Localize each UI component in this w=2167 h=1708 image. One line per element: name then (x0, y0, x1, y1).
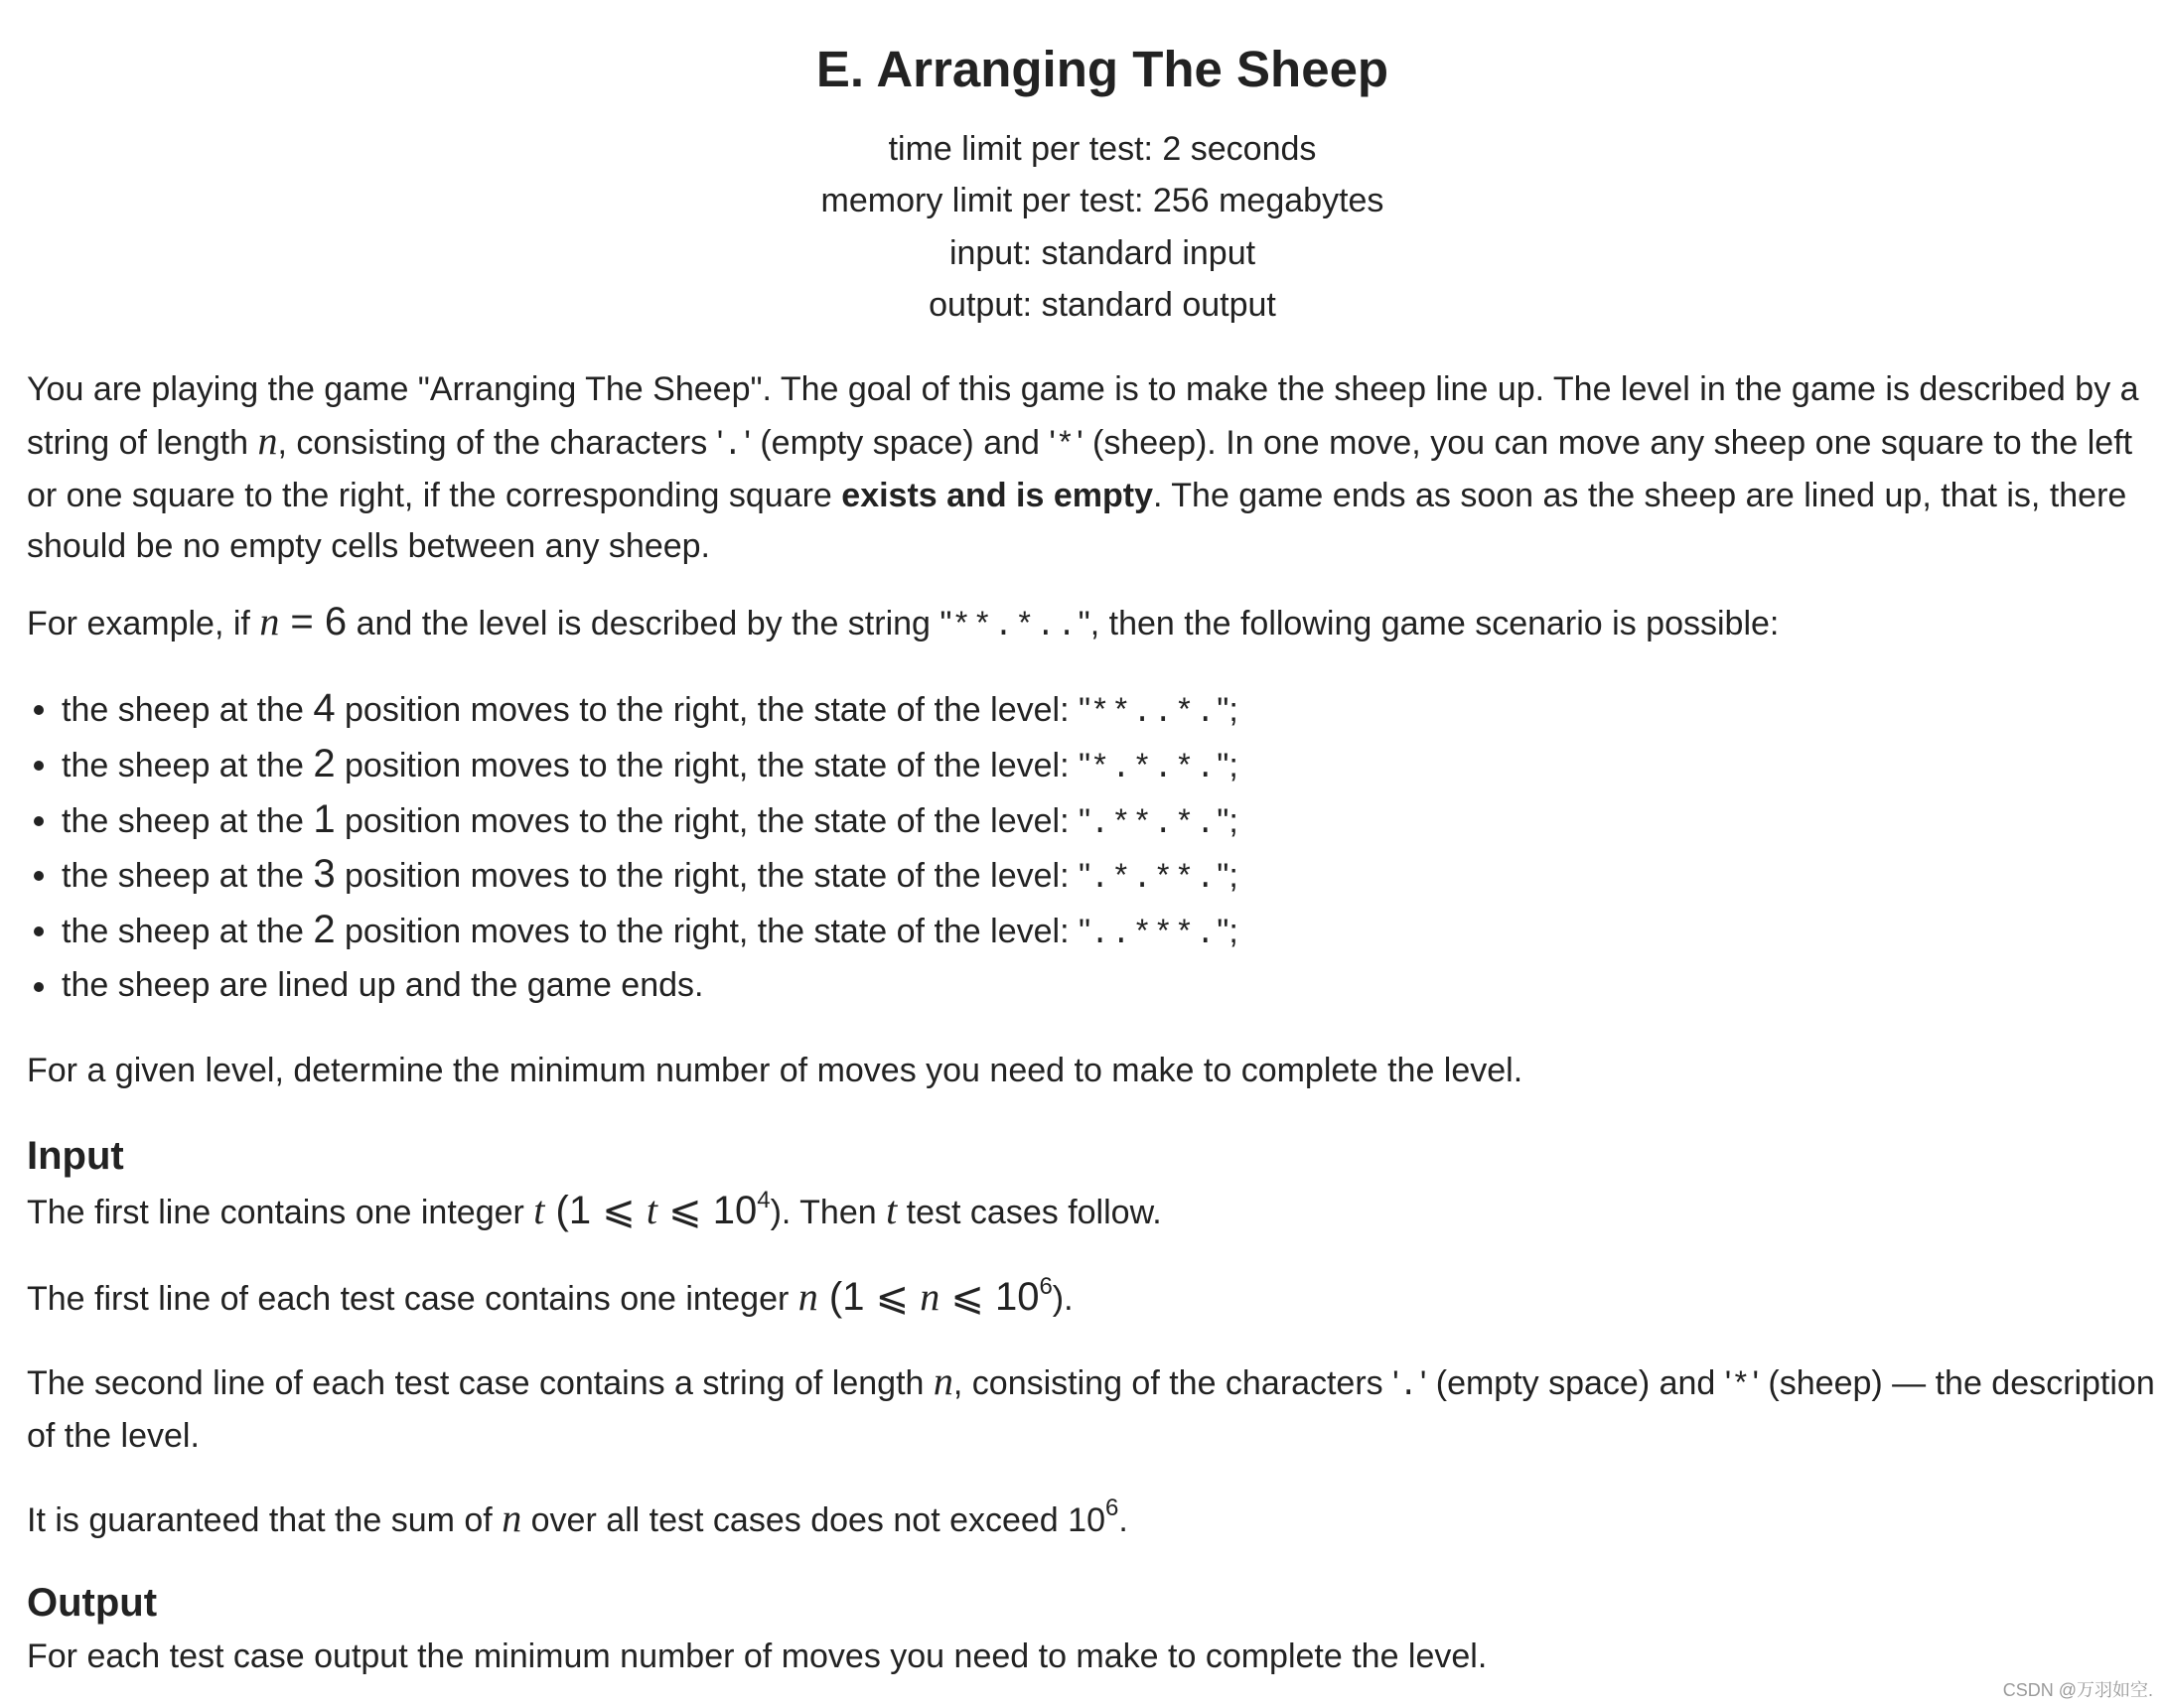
list-item: the sheep at the 2 position moves to the right, the state of the level: "*.*.*."; (62, 739, 1238, 793)
output-spec: output: standard output (929, 286, 1276, 324)
list-item: the sheep at the 2 position moves to the right, the state of the level: "..***."; (62, 905, 1238, 959)
input-line-4: It is guaranteed that the sum of n over all test cases does not exceed $10^6$. (27, 1494, 1128, 1540)
input-line-3: The second line of each test case contains a string of length n, consisting of the characters '.' (empty space) and '*' (sheep) — the description of the level. (27, 1358, 2155, 1455)
input-line-1: The first line contains one integer t (1 ⩽ t ⩽ $10^4$). Then t test cases follow. (27, 1187, 1162, 1232)
statement-paragraph-2: For example, if n = 6 and the level is described by the string "**.*..", then the following game scenario is possible: (27, 599, 1780, 644)
input-spec: input: standard input (948, 234, 1256, 272)
memory-limit: memory limit per test: 256 megabytes (820, 182, 1384, 219)
statement-paragraph-1: You are playing the game "Arranging The Sheep". The goal of this game is to make the sheep line up. The level in the game is described by a string of length n, consisting of the characters '.' (empty space) and '*' (sheep). In one move, you can move any sheep one square to the left or one square to the right, if the corresponding square exists and is empty. The game ends as soon as the sheep are lined up, that is, there should be no empty cells between any sheep. (27, 370, 2139, 565)
watermark: CSDN @万羽如空. (2002, 1680, 2153, 1700)
problem-title: E. Arranging The Sheep (815, 41, 1389, 97)
output-text: For each test case output the minimum number of moves you need to make to complete the level. (27, 1637, 1488, 1675)
statement-paragraph-3: For a given level, determine the minimum number of moves you need to make to complete the level. (27, 1052, 1523, 1089)
time-limit: time limit per test: 2 seconds (888, 130, 1317, 168)
list-item: the sheep at the 1 position moves to the right, the state of the level: ".**.*."; (62, 794, 1238, 849)
list-item: the sheep at the 4 position moves to the right, the state of the level: "**..*."; (62, 683, 1238, 738)
output-heading: Output (27, 1581, 158, 1625)
list-item: the sheep at the 3 position moves to the right, the state of the level: ".*.**."; (62, 849, 1238, 904)
list-item: the sheep are lined up and the game ends. (62, 960, 703, 1010)
input-heading: Input (27, 1134, 124, 1178)
input-line-2: The first line of each test case contains one integer n (1 ⩽ n ⩽ $10^6$). (27, 1273, 1074, 1319)
